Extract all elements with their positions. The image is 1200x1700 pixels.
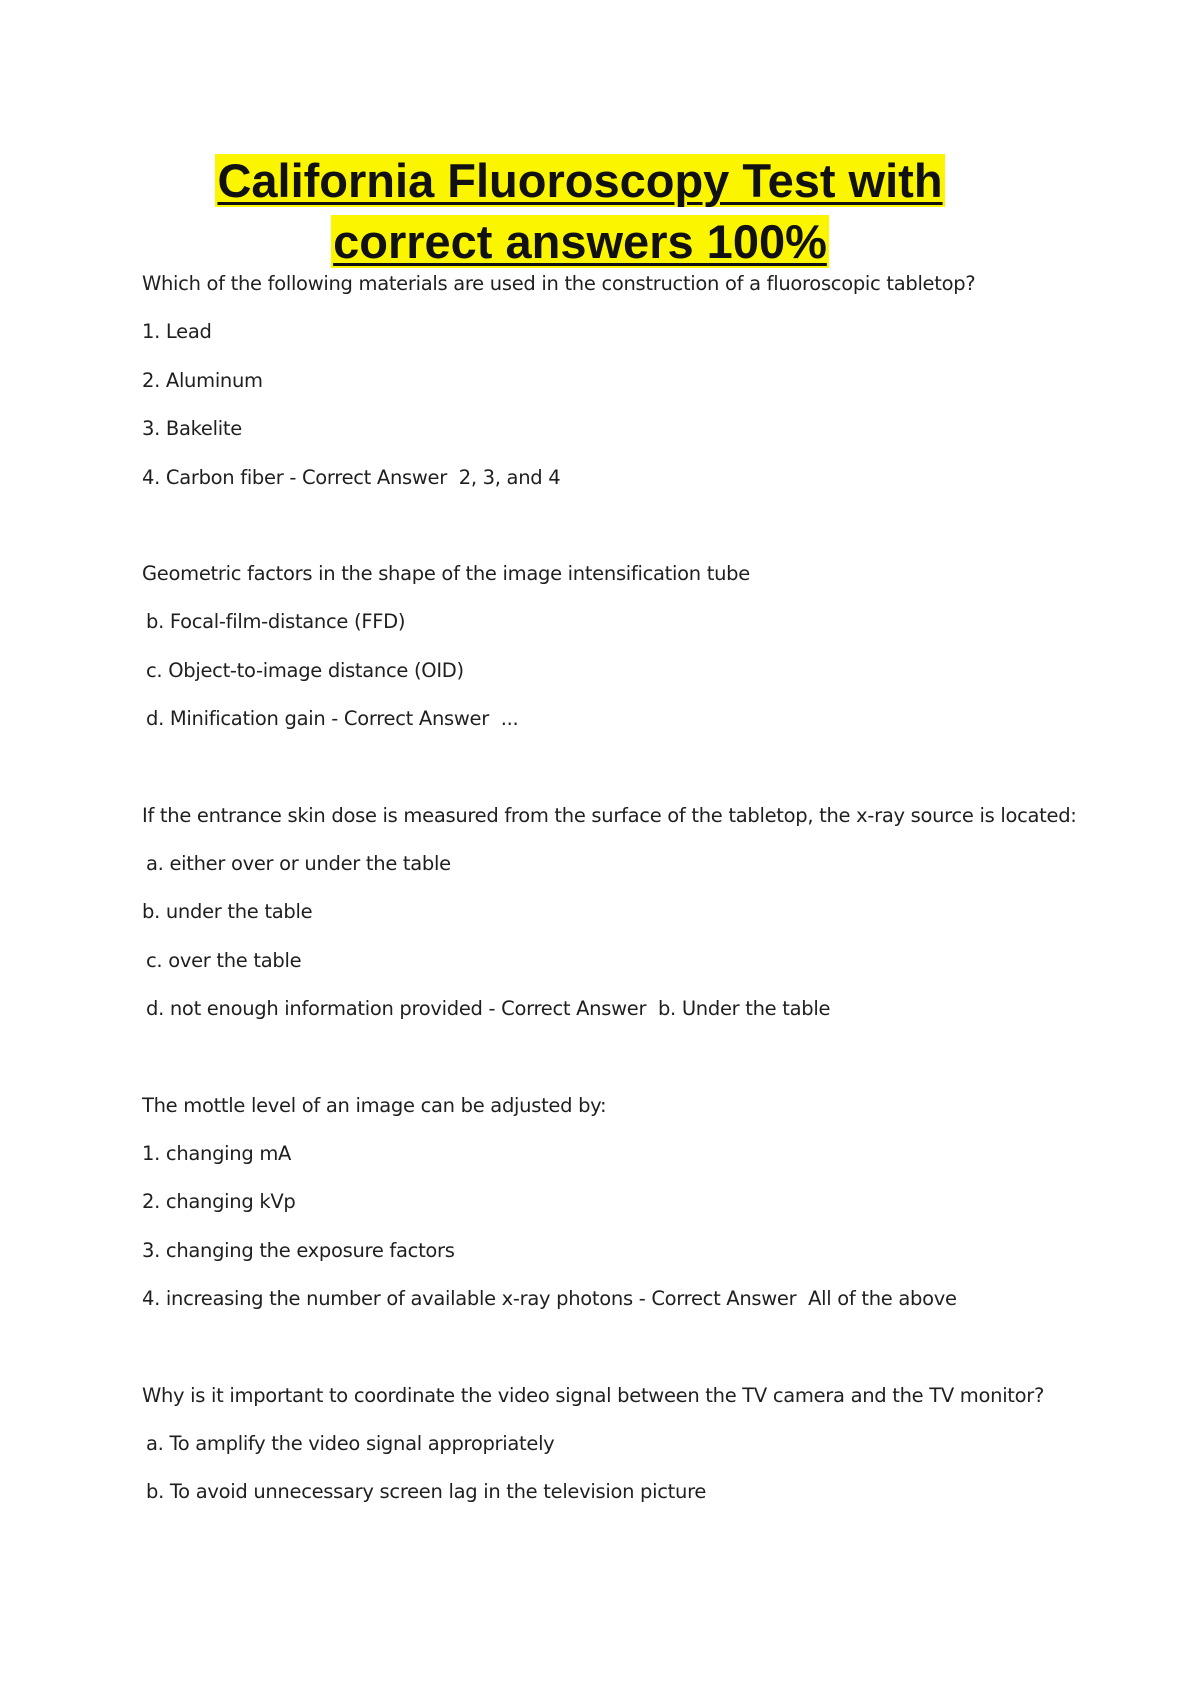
answer-option: a. either over or under the table [146,851,451,875]
answer-option: 4. Carbon fiber - Correct Answer 2, 3, and 4 [142,465,561,489]
answer-option: 1. changing mA [142,1141,292,1165]
question-2 [142,562,1142,756]
questions-list [142,272,1142,1577]
answer-option: d. not enough information provided - Correct Answer b. Under the table [146,997,831,1020]
answer-option: a. To amplify the video signal appropriately [146,1431,555,1455]
question-text: Geometric factors in the shape of the image intensification tube [142,562,750,585]
question-text: Which of the following materials are used in the construction of a fluoroscopic tabletop? [142,272,976,295]
answer-option: b. Focal-film-distance (FFD) [146,610,406,633]
question-text: If the entrance skin dose is measured from the surface of the tabletop, the x-ray source is located: [142,803,1077,827]
question-1 [142,272,1142,514]
title-line-2: correct answers 100% [333,215,827,268]
question-text: The mottle level of an image can be adjusted by: [142,1093,607,1117]
answer-option: 2. changing kVp [142,1190,296,1213]
answer-option: 1. Lead [142,320,212,343]
answer-option: 3. Bakelite [142,417,242,440]
question-5 [142,1384,1142,1529]
answer-option: 2. Aluminum [142,368,263,392]
answer-option: d. Minification gain - Correct Answer ... [146,707,519,730]
question-3 [142,804,1142,1046]
answer-option: c. Object-to-image distance (OID) [146,658,464,682]
title-line-1: California Fluoroscopy Test with [217,154,943,207]
answer-option: 3. changing the exposure factors [142,1238,455,1262]
question-4 [142,1094,1142,1336]
document-title [0,150,1160,272]
answer-option: b. under the table [142,900,313,923]
answer-option: b. To avoid unnecessary screen lag in the television picture [146,1480,707,1503]
answer-option: c. over the table [146,948,302,972]
question-text: Why is it important to coordinate the video signal between the TV camera and the TV monitor? [142,1383,1045,1407]
answer-option: 4. increasing the number of available x-ray photons - Correct Answer All of the above [142,1287,957,1310]
